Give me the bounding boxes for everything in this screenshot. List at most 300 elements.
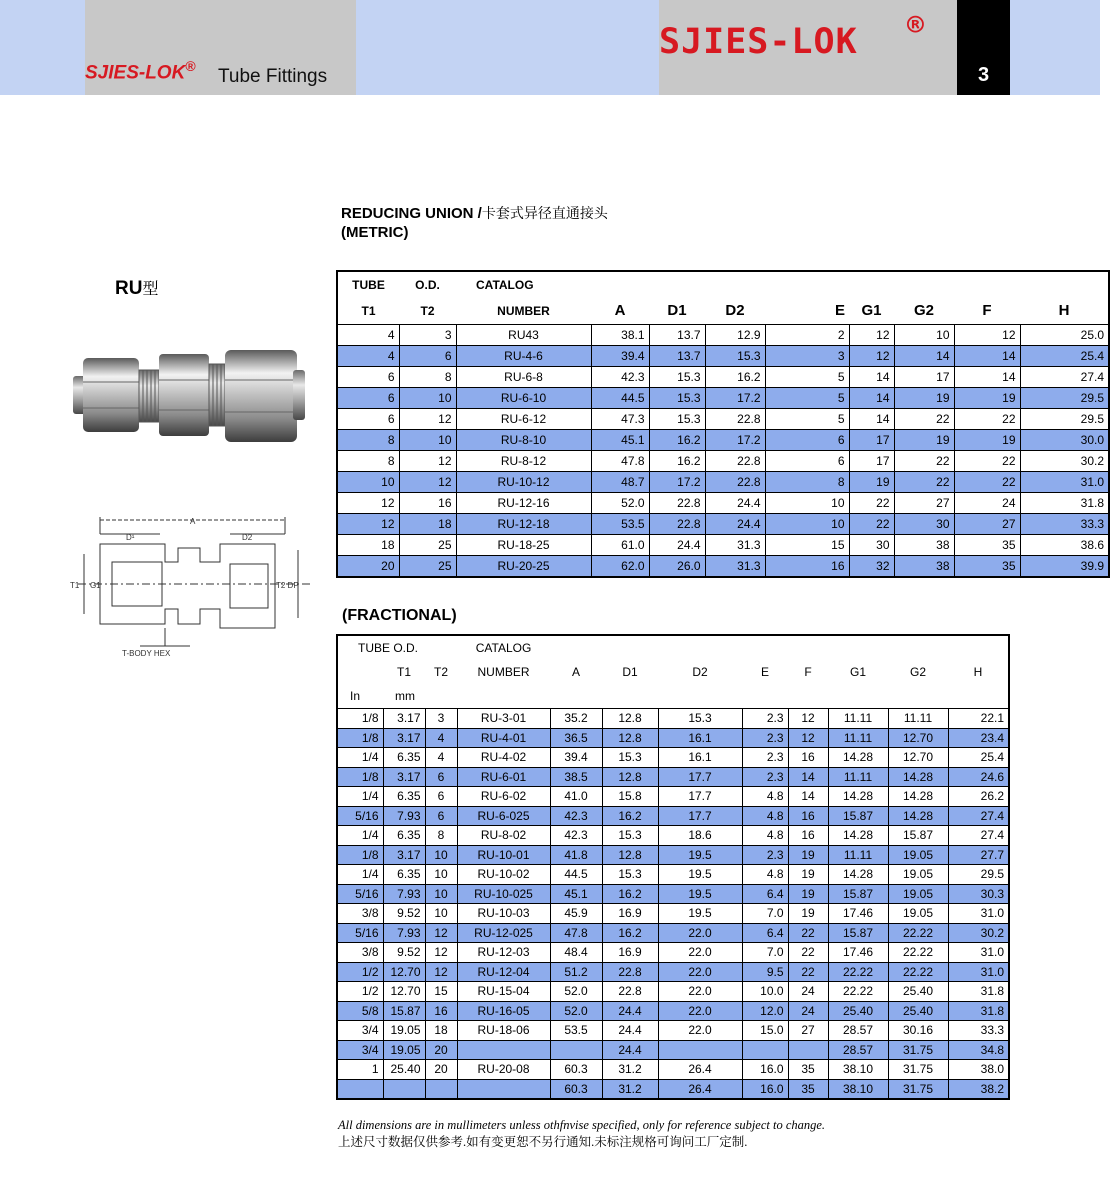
drawing-label-hex: T-BODY HEX	[122, 649, 171, 658]
table-cell: 35.2	[550, 709, 602, 729]
table-cell: 16.2	[649, 451, 705, 472]
table-cell	[658, 1040, 742, 1060]
table-cell: 16.1	[658, 728, 742, 748]
table-row	[337, 346, 1109, 367]
table-cell: RU-10-01	[457, 845, 550, 865]
table-cell: 38.2	[948, 1079, 1009, 1099]
table-cell: 22	[954, 409, 1020, 430]
table-cell: RU-20-25	[456, 556, 591, 578]
table-cell: 12.8	[602, 767, 658, 787]
table-cell: 19.05	[383, 1021, 425, 1041]
table-cell: 15.87	[888, 826, 948, 846]
table-cell: 4	[337, 346, 399, 367]
table-cell: 52.0	[550, 982, 602, 1002]
table-cell	[337, 1079, 383, 1099]
model-label: RU型	[115, 278, 159, 299]
table-cell: 31.2	[602, 1060, 658, 1080]
table-cell: 22	[849, 493, 894, 514]
table-cell: 1/4	[337, 748, 383, 768]
table-cell: 45.1	[550, 884, 602, 904]
table-row	[337, 556, 1109, 578]
table-cell: RU-10-02	[457, 865, 550, 885]
table-cell: 30.3	[948, 884, 1009, 904]
table-cell: 16	[765, 556, 849, 578]
table-cell: 16.9	[602, 943, 658, 963]
table-cell: 24	[954, 493, 1020, 514]
table-cell: 14.28	[828, 865, 888, 885]
table-cell: 25.4	[1020, 346, 1109, 367]
table-cell	[788, 1040, 828, 1060]
table-cell: 13.7	[649, 325, 705, 346]
table-cell: 22	[788, 923, 828, 943]
page-number: 3	[957, 0, 1010, 95]
table-cell: 16.9	[602, 904, 658, 924]
metric-head-f: F	[954, 298, 1020, 325]
table-cell: 3	[765, 346, 849, 367]
table-cell: 6.35	[383, 748, 425, 768]
table-cell: 18.6	[658, 826, 742, 846]
frac-head-g1: G1	[828, 660, 888, 684]
table-cell: 4.8	[742, 826, 788, 846]
table-cell: 1/2	[337, 982, 383, 1002]
table-cell: 6.35	[383, 787, 425, 807]
table-cell: 62.0	[591, 556, 649, 578]
table-cell: 1/4	[337, 787, 383, 807]
table-cell: 12.0	[742, 1001, 788, 1021]
table-cell: 42.3	[550, 826, 602, 846]
table-cell: 3/4	[337, 1040, 383, 1060]
table-row	[337, 787, 1009, 807]
table-cell: 24.6	[948, 767, 1009, 787]
table-cell: 13.7	[649, 346, 705, 367]
table-cell: RU-12-025	[457, 923, 550, 943]
table-cell: 5	[765, 409, 849, 430]
table-cell: 19	[954, 388, 1020, 409]
table-row	[337, 865, 1009, 885]
table-cell: 22	[849, 514, 894, 535]
table-cell: 28.57	[828, 1021, 888, 1041]
brand-name: SJIES-LOK®	[85, 58, 196, 84]
table-cell: 31.8	[1020, 493, 1109, 514]
table-cell: 44.5	[591, 388, 649, 409]
table-cell: 1/4	[337, 826, 383, 846]
table-row	[337, 982, 1009, 1002]
table-cell: 26.0	[649, 556, 705, 578]
table-cell: 17.7	[658, 767, 742, 787]
table-cell: 12	[337, 493, 399, 514]
table-cell: 25.4	[948, 748, 1009, 768]
table-row	[337, 962, 1009, 982]
table-cell: 19.5	[658, 865, 742, 885]
table-cell: 19.5	[658, 845, 742, 865]
table-cell: 38.10	[828, 1060, 888, 1080]
table-cell: 38.1	[591, 325, 649, 346]
table-cell: 12	[425, 943, 457, 963]
table-cell: 22.22	[888, 962, 948, 982]
table-cell: 27	[954, 514, 1020, 535]
table-cell: 6	[425, 767, 457, 787]
table-cell: 19.05	[888, 884, 948, 904]
table-cell: 16.2	[602, 884, 658, 904]
frac-head-number: NUMBER	[457, 660, 550, 684]
table-cell: 22.22	[828, 962, 888, 982]
table-cell: 31.0	[948, 904, 1009, 924]
footer-note-cn: 上述尺寸数据仅供参考.如有变更恕不另行通知.未标注规格可询问工厂定制.	[338, 1135, 748, 1149]
table-cell: 10.0	[742, 982, 788, 1002]
table-cell: 52.0	[591, 493, 649, 514]
table-cell: 48.4	[550, 943, 602, 963]
table-cell: RU-3-01	[457, 709, 550, 729]
table-cell: RU-6-02	[457, 787, 550, 807]
table-cell: 17.2	[705, 388, 765, 409]
metric-head-g2: G2	[894, 298, 954, 325]
table-cell: 23.4	[948, 728, 1009, 748]
table-cell: 5/16	[337, 884, 383, 904]
table-cell: 30.2	[948, 923, 1009, 943]
table-cell: 4	[425, 728, 457, 748]
table-cell	[550, 1040, 602, 1060]
table-cell: 4.8	[742, 787, 788, 807]
table-cell: 10	[425, 845, 457, 865]
table-row	[337, 709, 1009, 729]
metric-header-row-2	[337, 298, 1109, 325]
table-cell: 14.28	[828, 748, 888, 768]
table-cell: 14	[849, 409, 894, 430]
table-cell: 12.9	[705, 325, 765, 346]
fractional-header-row-1	[337, 635, 1009, 660]
table-cell: RU-12-16	[456, 493, 591, 514]
table-cell: 3.17	[383, 767, 425, 787]
table-cell: 17	[894, 367, 954, 388]
frac-head-e: E	[742, 660, 788, 684]
table-row	[337, 826, 1009, 846]
table-cell: 19	[894, 430, 954, 451]
table-cell: 1	[337, 1060, 383, 1080]
metric-head-t1: T1	[337, 298, 399, 325]
table-cell: 1/8	[337, 709, 383, 729]
table-cell: 1/8	[337, 845, 383, 865]
table-cell: 31.0	[1020, 472, 1109, 493]
table-cell: RU-6-01	[457, 767, 550, 787]
table-cell: 17.2	[705, 430, 765, 451]
table-row	[337, 367, 1109, 388]
table-cell: 6	[337, 367, 399, 388]
table-cell: RU-8-10	[456, 430, 591, 451]
table-cell: 24	[788, 1001, 828, 1021]
table-cell: 15	[425, 982, 457, 1002]
table-cell: RU-15-04	[457, 982, 550, 1002]
table-cell: 15.3	[658, 709, 742, 729]
table-cell: 22.8	[649, 514, 705, 535]
table-cell: 16.2	[649, 430, 705, 451]
table-cell: 24.4	[649, 535, 705, 556]
table-cell: 29.5	[1020, 409, 1109, 430]
table-cell: 8	[765, 472, 849, 493]
table-cell: 33.3	[948, 1021, 1009, 1041]
table-cell: 15.0	[742, 1021, 788, 1041]
table-cell: 14.28	[888, 767, 948, 787]
table-cell: 12	[399, 472, 456, 493]
table-cell: 22.8	[602, 982, 658, 1002]
table-cell: 8	[399, 367, 456, 388]
table-cell: 12	[954, 325, 1020, 346]
table-cell: 27.4	[1020, 367, 1109, 388]
table-cell: 12	[425, 962, 457, 982]
table-row	[337, 845, 1009, 865]
table-cell: 19.05	[383, 1040, 425, 1060]
frac-head-catalog: CATALOG	[457, 635, 550, 660]
table-cell: 14	[788, 787, 828, 807]
table-cell: RU-4-02	[457, 748, 550, 768]
frac-head-mm: mm	[383, 684, 425, 709]
table-cell: RU-18-25	[456, 535, 591, 556]
table-cell: 41.0	[550, 787, 602, 807]
table-cell: 22.1	[948, 709, 1009, 729]
table-cell: 2.3	[742, 845, 788, 865]
drawing-label-g1: G1	[90, 581, 101, 590]
table-cell: RU-10-12	[456, 472, 591, 493]
table-cell: 25	[399, 556, 456, 578]
table-cell: 11.11	[828, 767, 888, 787]
table-cell: 25	[399, 535, 456, 556]
table-cell: 16	[788, 826, 828, 846]
table-cell: 30	[849, 535, 894, 556]
table-cell: RU-20-08	[457, 1060, 550, 1080]
table-cell: 35	[788, 1079, 828, 1099]
table-cell: 6	[765, 430, 849, 451]
table-cell: 3/8	[337, 904, 383, 924]
table-cell: 36.5	[550, 728, 602, 748]
table-row	[337, 943, 1009, 963]
table-cell: 14.28	[828, 787, 888, 807]
table-cell: 45.9	[550, 904, 602, 924]
table-cell: 6	[337, 388, 399, 409]
header-brand-panel	[85, 0, 356, 95]
table-cell: RU43	[456, 325, 591, 346]
frac-head-a: A	[550, 660, 602, 684]
table-cell: 3.17	[383, 845, 425, 865]
table-cell: 14	[849, 388, 894, 409]
table-cell: 31.0	[948, 962, 1009, 982]
table-cell: 12	[399, 409, 456, 430]
table-cell: 14.28	[888, 787, 948, 807]
table-cell: 19	[954, 430, 1020, 451]
table-cell: 4.8	[742, 865, 788, 885]
dimension-drawing	[70, 514, 315, 658]
table-cell: 10	[337, 472, 399, 493]
table-cell: 14	[788, 767, 828, 787]
table-cell: 10	[399, 430, 456, 451]
table-cell: 19.05	[888, 865, 948, 885]
table-cell: 19	[788, 865, 828, 885]
table-cell: 6.35	[383, 865, 425, 885]
table-cell: 14	[849, 367, 894, 388]
table-cell: RU-4-01	[457, 728, 550, 748]
table-cell: 45.1	[591, 430, 649, 451]
table-cell: 6.35	[383, 826, 425, 846]
table-cell: 9.52	[383, 904, 425, 924]
table-cell: 22.0	[658, 1021, 742, 1041]
table-cell: 47.8	[550, 923, 602, 943]
table-cell: 17	[849, 451, 894, 472]
product-photo	[73, 348, 305, 444]
table-cell: 16.0	[742, 1060, 788, 1080]
table-cell: 22	[788, 962, 828, 982]
table-cell: 6	[765, 451, 849, 472]
table-cell: 51.2	[550, 962, 602, 982]
table-row	[337, 472, 1109, 493]
table-cell: 38.6	[1020, 535, 1109, 556]
fractional-table	[336, 634, 1010, 1100]
header-logo-panel	[659, 0, 957, 95]
fractional-header-row-2	[337, 660, 1009, 684]
table-cell: RU-12-18	[456, 514, 591, 535]
table-row	[337, 430, 1109, 451]
table-cell: 14	[894, 346, 954, 367]
table-row	[337, 535, 1109, 556]
table-cell: 15	[765, 535, 849, 556]
table-cell: 16.2	[602, 806, 658, 826]
table-cell: 14.28	[888, 806, 948, 826]
table-cell: 12	[788, 728, 828, 748]
table-cell: 61.0	[591, 535, 649, 556]
table-cell: RU-12-04	[457, 962, 550, 982]
table-cell: 20	[425, 1040, 457, 1060]
table-cell: 27	[788, 1021, 828, 1041]
table-cell: 2.3	[742, 767, 788, 787]
table-cell: RU-12-03	[457, 943, 550, 963]
table-cell: 17.7	[658, 787, 742, 807]
table-cell: 35	[954, 535, 1020, 556]
table-cell: 18	[399, 514, 456, 535]
drawing-label-a: A	[190, 517, 196, 526]
table-cell: 35	[954, 556, 1020, 578]
table-cell: 12	[337, 514, 399, 535]
table-cell	[383, 1079, 425, 1099]
table-cell: RU-16-05	[457, 1001, 550, 1021]
frac-head-f: F	[788, 660, 828, 684]
table-cell: 31.0	[948, 943, 1009, 963]
metric-head-d1: D1	[649, 298, 705, 325]
table-cell: 1/8	[337, 767, 383, 787]
table-cell: 6	[425, 787, 457, 807]
table-cell: 15.3	[602, 748, 658, 768]
table-row	[337, 748, 1009, 768]
table-cell: 25.40	[383, 1060, 425, 1080]
table-cell: 30.16	[888, 1021, 948, 1041]
table-cell: 25.40	[888, 1001, 948, 1021]
fractional-title: (FRACTIONAL)	[342, 607, 457, 624]
table-cell: 22.8	[705, 451, 765, 472]
frac-head-h: H	[948, 660, 1009, 684]
table-cell: 22.8	[705, 409, 765, 430]
table-cell	[742, 1040, 788, 1060]
table-cell: 47.3	[591, 409, 649, 430]
table-row	[337, 1001, 1009, 1021]
table-cell: 2.3	[742, 748, 788, 768]
table-cell: 15.3	[602, 826, 658, 846]
metric-head-a: A	[591, 298, 649, 325]
table-row	[337, 904, 1009, 924]
table-cell: 30.0	[1020, 430, 1109, 451]
table-cell: RU-8-12	[456, 451, 591, 472]
table-cell: 22	[894, 451, 954, 472]
drawing-label-t1: T1	[70, 581, 80, 590]
table-cell: RU-18-06	[457, 1021, 550, 1041]
table-cell: 25.0	[1020, 325, 1109, 346]
table-cell: 30.2	[1020, 451, 1109, 472]
table-row	[337, 806, 1009, 826]
metric-table	[336, 270, 1110, 578]
table-cell: 15.3	[705, 346, 765, 367]
table-cell: 12	[849, 325, 894, 346]
table-cell: 12.8	[602, 845, 658, 865]
table-cell: 12.70	[383, 982, 425, 1002]
table-cell: 6	[425, 806, 457, 826]
table-cell: 7.0	[742, 904, 788, 924]
table-cell: 24.4	[705, 493, 765, 514]
table-cell: 7.0	[742, 943, 788, 963]
table-cell: 60.3	[550, 1079, 602, 1099]
table-cell: 27	[894, 493, 954, 514]
table-cell: 16.2	[602, 923, 658, 943]
table-cell: 10	[765, 514, 849, 535]
table-cell: 11.11	[828, 709, 888, 729]
table-cell	[457, 1040, 550, 1060]
table-cell: 1/8	[337, 728, 383, 748]
table-row	[337, 1060, 1009, 1080]
table-cell: 17	[849, 430, 894, 451]
table-cell: 22.0	[658, 1001, 742, 1021]
table-cell: 5/8	[337, 1001, 383, 1021]
metric-head-catalog: CATALOG	[456, 271, 591, 298]
table-cell: 15.87	[828, 884, 888, 904]
table-cell: 22.0	[658, 923, 742, 943]
table-cell: 38	[894, 556, 954, 578]
table-cell: 30	[894, 514, 954, 535]
table-cell: 24.4	[705, 514, 765, 535]
table-cell: 15.3	[602, 865, 658, 885]
table-row	[337, 409, 1109, 430]
table-cell: 10	[894, 325, 954, 346]
table-cell	[425, 1079, 457, 1099]
table-cell: 47.8	[591, 451, 649, 472]
table-cell: 24.4	[602, 1001, 658, 1021]
table-cell: 15.87	[383, 1001, 425, 1021]
table-cell: 5/16	[337, 923, 383, 943]
metric-head-tube: TUBE	[337, 271, 399, 298]
table-cell: RU-4-6	[456, 346, 591, 367]
table-cell: 15.87	[828, 923, 888, 943]
table-cell: 22.8	[705, 472, 765, 493]
table-cell: 1/4	[337, 865, 383, 885]
table-cell: 9.5	[742, 962, 788, 982]
table-cell: 3/8	[337, 943, 383, 963]
table-row	[337, 325, 1109, 346]
table-cell: 3	[399, 325, 456, 346]
table-cell: 22.8	[649, 493, 705, 514]
table-row	[337, 728, 1009, 748]
table-cell: 19	[849, 472, 894, 493]
table-cell: 22.0	[658, 982, 742, 1002]
table-cell: 12	[788, 709, 828, 729]
table-cell: 12.8	[602, 728, 658, 748]
table-cell: 16.1	[658, 748, 742, 768]
metric-head-od: O.D.	[399, 271, 456, 298]
table-cell: 52.0	[550, 1001, 602, 1021]
drawing-label-d1: D¹	[126, 533, 135, 542]
table-cell: 3/4	[337, 1021, 383, 1041]
